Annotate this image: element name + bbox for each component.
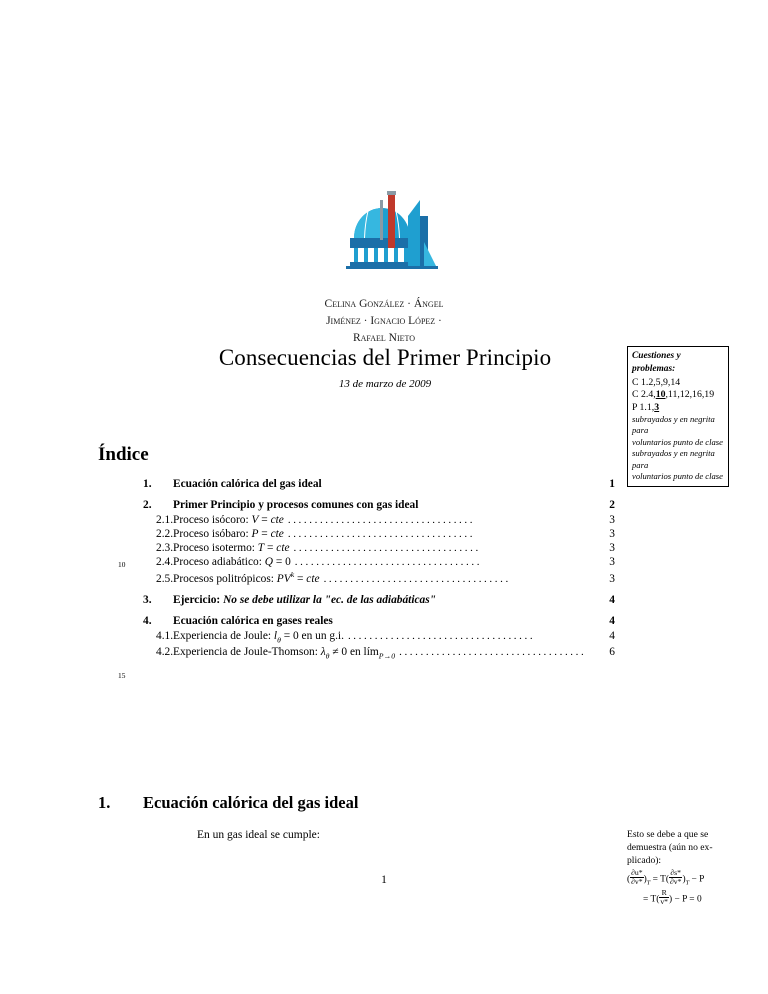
page-number: 1 xyxy=(381,874,387,886)
toc-entry[interactable] xyxy=(143,594,615,606)
toc-label: Proceso adiabático: Q = 0 xyxy=(173,556,291,568)
toc-leader: ................................... xyxy=(347,629,536,642)
toc-number: 3. xyxy=(143,593,152,606)
eq2-den: v* xyxy=(660,897,668,907)
eq2-mid: ) xyxy=(669,894,673,905)
toc-entry[interactable] xyxy=(143,499,615,511)
eq1-mid: ) xyxy=(643,874,647,884)
line-number: 10 xyxy=(118,560,126,569)
toc-number: 1. xyxy=(143,478,152,490)
logo-icon xyxy=(324,186,444,282)
toc-page-number: 2 xyxy=(609,499,615,511)
mn2-c: ,11,12,16,19 xyxy=(665,389,715,401)
margin-note2-equation-2 xyxy=(627,889,731,907)
toc-leader: ................................... xyxy=(287,514,476,526)
toc-page-number: 3 xyxy=(609,572,615,585)
toc-page-number: 4 xyxy=(609,614,615,627)
toc-page-number: 3 xyxy=(609,556,615,568)
line-number: 15 xyxy=(118,671,126,680)
toc-leader: ................................... xyxy=(293,542,481,554)
toc-label: Proceso isotermo: T = cte xyxy=(173,542,290,554)
margin-note-heading-line2: problemas: xyxy=(632,364,676,375)
toc-number: 4. xyxy=(143,614,152,627)
margin-note-line-2 xyxy=(632,389,724,401)
eq1-sub2: T xyxy=(685,878,690,886)
page-title: Consecuencias del Primer Principio xyxy=(218,345,552,370)
eq1-den: ∂v* xyxy=(631,876,643,886)
mn3-b: 3 xyxy=(654,401,660,413)
margin-note-small-1: subrayados y en negrita para xyxy=(632,414,715,436)
eq1-num: ∂u* xyxy=(631,867,643,877)
author-line: Rafael Nieto xyxy=(352,332,416,344)
toc-entry[interactable] xyxy=(143,630,615,644)
eq1-num2: ∂s* xyxy=(670,867,682,877)
toc-entry[interactable] xyxy=(143,646,615,660)
author-line: Jiménez · Ignacio López · xyxy=(326,315,442,327)
margin-note-line-3 xyxy=(632,402,724,414)
toc-entry[interactable] xyxy=(143,528,615,540)
toc-page-number: 3 xyxy=(609,514,615,526)
toc-label: Experiencia de Joule: $l_\theta = 0$ en un g.i. xyxy=(173,629,344,645)
toc-number: 2.5. xyxy=(156,572,174,585)
margin-note-explanation xyxy=(627,828,731,907)
toc-label: Proceso isóbaro: P = cte xyxy=(173,528,284,540)
table-of-contents xyxy=(143,478,615,662)
toc-entry[interactable] xyxy=(143,542,615,554)
eq1-den2: ∂v* xyxy=(669,876,682,886)
margin-note2-line-1: Esto se debe a que se xyxy=(627,829,709,840)
margin-note-heading-line1: Cuestiones y xyxy=(632,351,681,361)
toc-label: Ejercicio: No se debe utilizar la "ec. de las adiabáticas" xyxy=(173,593,436,606)
toc-page-number: 1 xyxy=(609,478,615,490)
toc-number: 2. xyxy=(143,499,152,511)
toc-heading: Índice xyxy=(98,444,149,465)
margin-note-small-4: voluntarios punto de clase xyxy=(632,471,723,482)
toc-leader: ................................... xyxy=(323,572,511,585)
toc-number: 2.1. xyxy=(156,514,174,526)
eq1-sub: T xyxy=(646,878,651,886)
toc-number: 4.1. xyxy=(156,629,174,642)
section-title: Ecuación calórica del gas ideal xyxy=(143,793,359,812)
toc-entry[interactable] xyxy=(143,570,615,585)
toc-entry[interactable] xyxy=(143,556,615,568)
mn2-b: 10 xyxy=(655,389,666,401)
eq1-end: − P xyxy=(691,874,705,884)
eq2-eq: = T( xyxy=(643,894,660,905)
toc-leader: ................................... xyxy=(399,646,587,659)
toc-number: 4.2. xyxy=(156,646,174,659)
toc-leader: ................................... xyxy=(287,528,476,540)
toc-label: Primer Principio y procesos comunes con gas ideal xyxy=(173,499,419,511)
toc-entry[interactable] xyxy=(143,478,615,490)
toc-page-number: 4 xyxy=(609,629,615,642)
toc-label: Proceso isócoro: V = cte xyxy=(173,514,284,526)
toc-page-number: 3 xyxy=(609,528,615,540)
toc-label: Ecuación calórica en gases reales xyxy=(173,614,333,627)
eq2-end: − P = 0 xyxy=(674,894,702,905)
toc-label: Experiencia de Joule-Thomson: $\lambda_\theta \ne 0$ en lím$_{P\to 0}$ xyxy=(173,646,396,661)
eq2-num: R xyxy=(659,889,669,898)
margin-note-small-3: subrayados y en negrita para xyxy=(632,448,715,470)
eq1-eq: = T( xyxy=(652,874,669,884)
document-date: 13 de marzo de 2009 xyxy=(338,378,432,390)
toc-label: Procesos politrópicos: $PV^k$ = cte xyxy=(173,570,320,585)
toc-number: 2.2. xyxy=(156,528,174,540)
margin-note2-line-2: demuestra (aún no ex- xyxy=(627,842,713,854)
mn3-a: P 1.1, xyxy=(632,401,655,413)
author-list xyxy=(190,296,578,347)
toc-number: 2.4. xyxy=(156,556,174,568)
toc-page-number: 3 xyxy=(609,542,615,554)
toc-number: 2.3. xyxy=(156,542,174,554)
eq1-pre: ( xyxy=(627,874,631,884)
mn2-a: C 2.4, xyxy=(632,389,656,401)
eq1-mid2: ) xyxy=(682,874,686,884)
toc-leader: ................................... xyxy=(294,556,483,568)
margin-note-small-2: voluntarios punto de clase xyxy=(632,436,723,447)
body-paragraph: En un gas ideal se cumple: xyxy=(197,829,320,841)
toc-entry[interactable] xyxy=(143,615,615,627)
author-line: Celina González · Ángel xyxy=(324,298,444,310)
institution-logo xyxy=(0,186,768,282)
eq2-fraction xyxy=(659,889,669,906)
margin-note-line-1: C 1.2,5,9,14 xyxy=(632,376,681,388)
margin-note2-line-3: plicado): xyxy=(627,855,662,867)
section-number: 1. xyxy=(98,793,111,812)
toc-page-number: 4 xyxy=(609,593,615,606)
toc-page-number: 6 xyxy=(609,646,615,659)
toc-entry[interactable] xyxy=(143,514,615,526)
margin-note-questions xyxy=(627,346,729,487)
toc-label: Ecuación calórica del gas ideal xyxy=(173,478,322,490)
